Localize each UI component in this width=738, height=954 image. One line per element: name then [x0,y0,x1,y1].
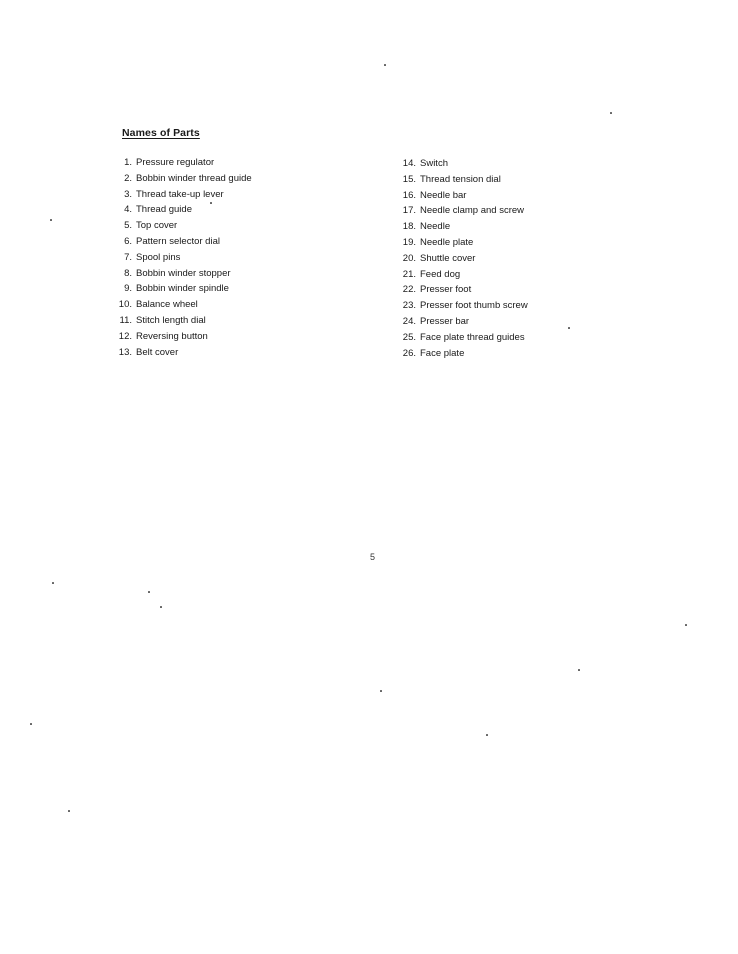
part-number: 25. [402,331,416,343]
part-item [392,251,528,267]
part-number: 18. [402,221,416,233]
part-item [108,313,252,329]
part-number: 13. [118,346,132,358]
scan-speck [384,64,386,66]
part-name: Thread guide [136,204,192,216]
part-item [392,298,528,314]
part-name: Needle bar [420,189,467,201]
part-number: 20. [402,252,416,264]
scan-speck [50,219,52,221]
part-item [392,203,528,219]
part-number: 7. [124,251,132,263]
part-name: Face plate [420,347,465,359]
part-item [108,281,252,297]
part-number: 17. [402,205,416,217]
part-name: Presser bar [420,315,470,327]
part-item [392,330,528,346]
part-name: Bobbin winder spindle [136,283,229,295]
part-item [108,266,252,282]
part-item [392,346,528,362]
part-name: Top cover [136,220,178,232]
part-item [108,202,252,218]
scan-speck [610,112,612,114]
scan-speck [578,669,580,671]
part-item [108,345,252,361]
part-number: 6. [124,235,132,247]
part-number: 19. [402,236,416,248]
part-item [108,329,252,345]
part-number: 1. [124,157,132,168]
part-name: Pressure regulator [136,157,215,168]
scan-speck [210,202,212,204]
part-number: 11. [119,314,132,326]
part-item [392,235,528,251]
parts-list-right [392,156,528,361]
part-number: 5. [124,220,132,232]
part-name: Reversing button [136,330,208,342]
part-number: 22. [402,284,416,296]
scan-speck [380,690,382,692]
part-name: Switch [420,158,448,169]
part-number: 15. [402,173,416,185]
scan-speck [68,810,70,812]
part-name: Belt cover [136,346,179,358]
part-item [392,219,528,235]
part-name: Presser foot thumb screw [420,300,528,312]
part-name: Balance wheel [136,299,198,311]
part-name: Pattern selector dial [136,235,220,247]
part-name: Presser foot [420,284,472,296]
part-number: 8. [124,267,132,279]
page-number: 5 [370,552,376,562]
part-name: Needle [420,221,451,233]
part-name: Shuttle cover [420,252,476,264]
part-number: 26. [402,347,416,359]
scan-speck [52,582,54,584]
part-number: 24. [402,315,416,327]
part-item [392,156,528,172]
scan-speck [148,591,150,593]
part-name: Stitch length dial [136,314,206,326]
part-number: 2. [124,172,132,184]
part-item [108,171,252,187]
scan-speck [486,734,488,736]
part-name: Needle plate [420,236,474,248]
section-heading: Names of Parts [122,127,200,139]
part-name: Bobbin winder stopper [136,267,231,279]
part-number: 10. [118,299,132,311]
part-number: 9. [124,283,132,295]
part-item [108,297,252,313]
scan-speck [568,327,570,329]
part-item [392,188,528,204]
part-name: Face plate thread guides [420,331,525,343]
part-item [108,155,252,171]
part-name: Spool pins [136,251,181,263]
part-number: 14. [402,158,416,169]
part-name: Feed dog [420,268,461,280]
part-name: Thread take-up lever [136,188,224,200]
part-number: 23. [402,300,416,312]
part-number: 4. [124,204,132,216]
parts-list-left [108,155,252,360]
scan-speck [160,606,162,608]
part-item [108,234,252,250]
part-number: 21. [402,268,416,280]
part-item [392,282,528,298]
part-name: Bobbin winder thread guide [136,172,252,184]
part-name: Needle clamp and screw [420,205,525,217]
part-item [108,218,252,234]
part-item [392,267,528,283]
scan-speck [30,723,32,725]
part-name: Thread tension dial [420,173,501,185]
part-item [108,187,252,203]
part-item [392,314,528,330]
scan-speck [685,624,687,626]
part-number: 12. [118,330,132,342]
part-number: 16. [402,189,416,201]
part-item [108,250,252,266]
part-number: 3. [124,188,132,200]
part-item [392,172,528,188]
